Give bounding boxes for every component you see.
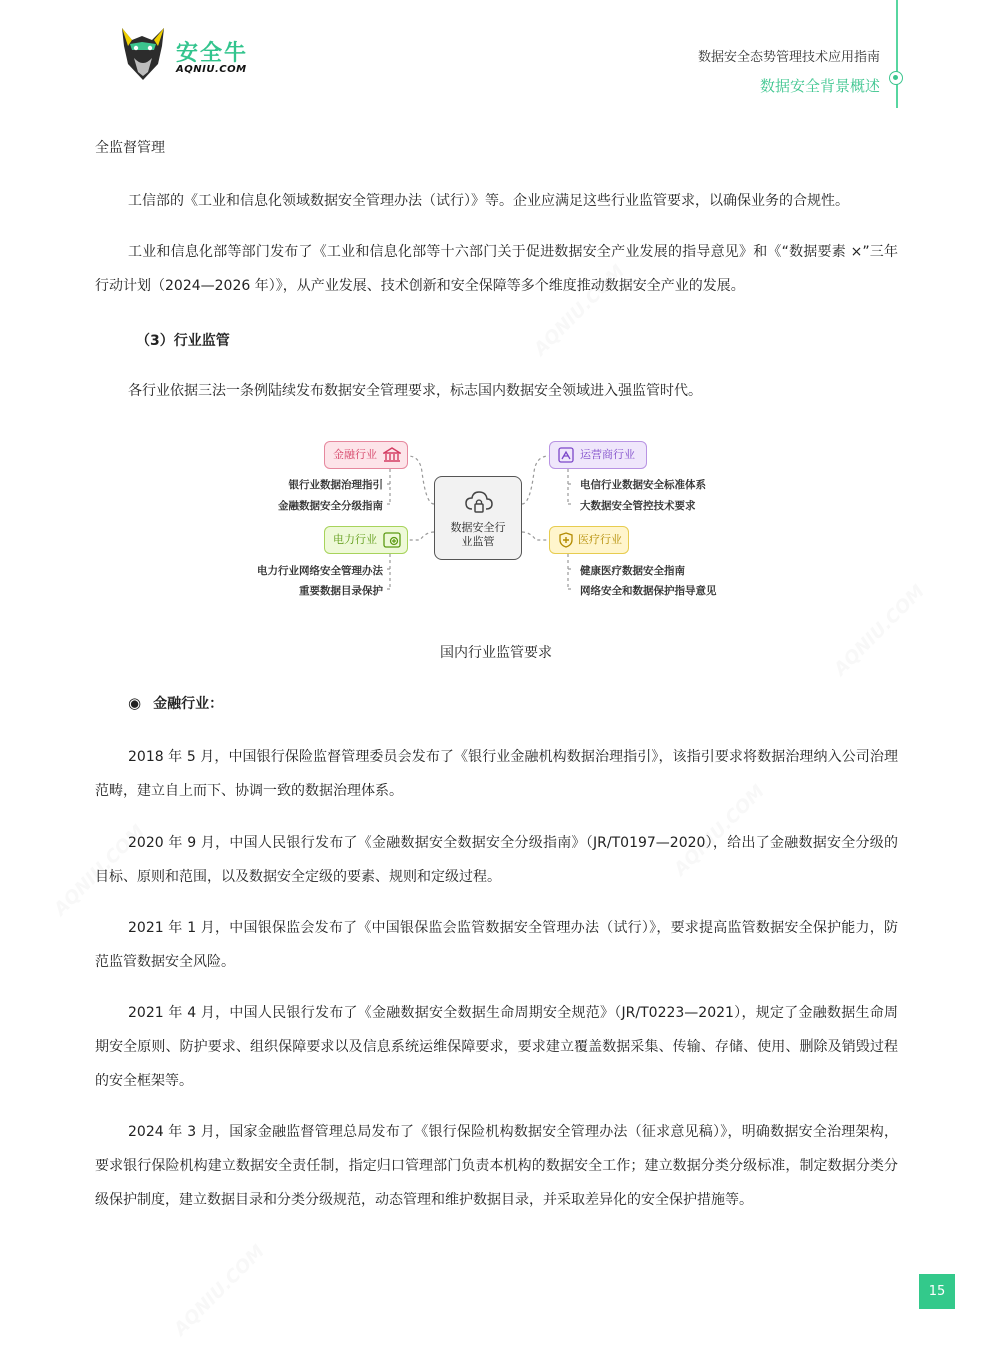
logo: [118, 24, 248, 86]
bullet-label: 金融行业：: [153, 696, 224, 712]
page-header: [698, 46, 880, 96]
paragraph: 2021 年 1 月，中国银保监会发布了《中国银保监会监管数据安全管理办法（试行）》，要求提高监管数据安全保护能力，防范监管数据安全风险。: [95, 920, 898, 970]
regulation-item: 网络安全和数据保护指导意见: [580, 585, 717, 597]
category-medical: [549, 526, 629, 554]
category-label: 电力行业: [333, 533, 377, 546]
bullet-heading: [128, 693, 223, 713]
radio-bullet-icon: ◉: [128, 694, 142, 712]
figure-caption: 国内行业监管要求: [440, 645, 552, 661]
watermark: AQNIU.COM: [669, 781, 769, 880]
watermark: AQNIU.COM: [49, 821, 149, 920]
center-node: [434, 476, 522, 560]
category-label: 运营商行业: [580, 448, 635, 461]
header-divider: [896, 0, 898, 108]
regulation-item: 电力行业网络安全管理办法: [257, 565, 383, 577]
paragraph: 各行业依据三法一条例陆续发布数据安全管理要求，标志国内数据安全领域进入强监管时代。: [128, 383, 702, 399]
logo-text: 安全牛: [176, 41, 249, 66]
center-text: 数据安全行业监管: [450, 521, 506, 548]
watermark: AQNIU.COM: [169, 1241, 269, 1340]
header-dot-icon: [889, 71, 903, 85]
watermark: AQNIU.COM: [529, 261, 629, 360]
center-label: [435, 521, 521, 549]
category-power: [324, 526, 408, 554]
logo-subtext: AQNIU.COM: [176, 64, 247, 75]
paragraph: 工信部的《工业和信息化领域数据安全管理办法（试行）》等。企业应满足这些行业监管要求，以确保业务的合规性。: [128, 193, 849, 209]
page-number: 15: [919, 1274, 955, 1309]
regulation-item: 大数据安全管控技术要求: [580, 500, 696, 512]
regulation-item: 重要数据目录保护: [299, 585, 383, 597]
bull-logo-icon: [118, 24, 168, 84]
paragraph: 2021 年 4 月，中国人民银行发布了《金融数据安全数据生命周期安全规范》（JR/T0223—2021），规定了金融数据生命周期安全原则、防护要求、组织保障要求以及信息系统运维保障要求，要求建立覆盖数据采集、传输、存储、使用、删除及销毁过程的安全框架等。: [95, 1005, 898, 1089]
industry-regulation-diagram: [230, 432, 750, 612]
paragraph: 2020 年 9 月，中国人民银行发布了《金融数据安全数据安全分级指南》（JR/T0197—2020），给出了金融数据安全分级的目标、原则和范围，以及数据安全定级的要素、规则和定级过程。: [95, 835, 898, 885]
paragraph: 全监督管理: [95, 140, 165, 156]
medical-shield-icon: [558, 532, 574, 548]
regulation-item: 电信行业数据安全标准体系: [580, 479, 706, 491]
paragraph: 工业和信息化部等部门发布了《工业和信息化部等十六部门关于促进数据安全产业发展的指导意见》和《“数据要素 ×”三年行动计划（2024—2026 年）》，从产业发展、技术创新和安全保障等多个维度推动数据安全产业的发展。: [95, 244, 898, 294]
bank-icon: [383, 447, 401, 463]
regulation-item: 金融数据安全分级指南: [278, 500, 383, 512]
paragraph: 2018 年 5 月，中国银行保险监督管理委员会发布了《银行业金融机构数据治理指引》，该指引要求将数据治理纳入公司治理范畴，建立自上而下、协调一致的数据治理体系。: [95, 749, 898, 799]
tower-icon: [558, 447, 574, 463]
regulation-item: 健康医疗数据安全指南: [580, 565, 685, 577]
paragraph: 2024 年 3 月，国家金融监督管理总局发布了《银行保险机构数据安全管理办法（征求意见稿）》，明确数据安全治理架构，要求银行保险机构建立数据安全责任制，指定归口管理部门负责本机构的数据安全工作；建立数据分类分级标准，制定数据分类分级保护制度，建立数据目录和分类分级规范，动态管理和维护数据目录，并采取差异化的安全保护措施等。: [95, 1124, 898, 1208]
category-telecom: [549, 441, 647, 469]
cloud-lock-icon: [464, 489, 494, 517]
sub-heading: （3）行业监管: [136, 333, 230, 349]
category-label: 医疗行业: [578, 533, 622, 546]
power-plug-icon: [383, 532, 401, 548]
watermark: AQNIU.COM: [829, 581, 929, 680]
document-title: 数据安全态势管理技术应用指南: [697, 50, 880, 65]
section-title: 数据安全背景概述: [759, 77, 880, 95]
category-finance: [324, 441, 408, 469]
category-label: 金融行业: [333, 448, 377, 461]
regulation-item: 银行业数据治理指引: [288, 479, 383, 491]
